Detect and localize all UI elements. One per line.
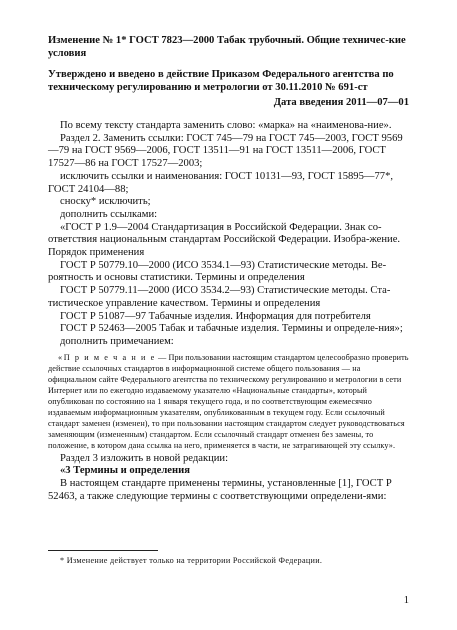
note-block: [48, 352, 409, 451]
paragraph-section2-references: Раздел 2. Заменить ссылки: ГОСТ 745—79 на ГОСТ 745—2003, ГОСТ 9569—79 на ГОСТ 9569—2006, ГОСТ 13511—91 на ГОСТ 13511—2006, ГОСТ 17527—86 на ГОСТ 17527—2003;: [48, 132, 403, 170]
effective-date: Дата введения 2011—07—01: [273, 97, 409, 108]
note-text: — При пользовании настоящим стандартом целесообразно проверить действие ссылочных стандартов в информационной системе общего пользования — на официальном сайте Федерального агентства по техническому регулированию и метрологии в сети Интернет или по ежегодно издаваемому указателю «Национальные стандарты», который опубликован по состоянию на 1 января текущего года, и по соответствующим ежемесячно издаваемым информационным указателям, опубликованным в текущем году. Если ссылочный стандарт заменен (изменен), то при пользовании настоящим стандартом следует руководствоваться заменяющим (измененным) стандартом. Если ссылочный стандарт отменен без замены, то положение, в котором дана ссылка на него, применяется в части, не затрагивающей эту ссылку».: [48, 352, 409, 450]
note-label: «П р и м е ч а н и е: [58, 352, 156, 362]
footnote-divider: [48, 550, 158, 551]
paragraph-replace-word: По всему тексту стандарта заменить слово: «марка» на «наименова-ние».: [60, 120, 392, 131]
approval-statement: Утверждено и введено в действие Приказом Федерального агентства по техническому регулированию и метрологии от 30.11.2010 № 691-ст: [48, 69, 394, 93]
paragraph-add-note: дополнить примечанием:: [60, 335, 174, 347]
page-number: 1: [403, 595, 409, 606]
footnote: * Изменение действует только на территории Российской Федерации.: [60, 556, 323, 565]
amendment-body: [48, 120, 409, 503]
paragraph-add-references: дополнить ссылками:: [60, 208, 158, 220]
section-heading-terms: «3 Термины и определения: [60, 465, 190, 477]
reference-gost-50779-10: ГОСТ Р 50779.10—2000 (ИСО 3534.1—93) Статистические методы. Ве-роятность и основы статистики. Термины и определения: [48, 259, 387, 284]
reference-gost-52463: ГОСТ Р 52463—2005 Табак и табачные изделия. Термины и определе-ния»;: [60, 323, 403, 335]
reference-gost-1-9: «ГОСТ Р 1.9—2004 Стандартизация в Российской Федерации. Знак со-ответствия национальным стандартам Российской Федерации. Изобра-жение. Порядок применения: [48, 221, 401, 259]
paragraph-terms-intro: В настоящем стандарте применены термины, установленные [1], ГОСТ Р 52463, а также следующие термины с соответствующими определени-ями:: [48, 478, 392, 502]
paragraph-exclude-footnote: сноску* исключить;: [60, 196, 151, 208]
paragraph-section3-new: Раздел 3 изложить в новой редакции:: [60, 452, 229, 464]
amendment-title: Изменение № 1* ГОСТ 7823—2000 Табак трубочный. Общие техничес-кие условия: [48, 35, 406, 59]
paragraph-exclude-references: исключить ссылки и наименования: ГОСТ 10131—93, ГОСТ 15895—77*, ГОСТ 24104—88;: [48, 170, 394, 195]
reference-gost-50779-11: ГОСТ Р 50779.11—2000 (ИСО 3534.2—93) Статистические методы. Ста-тистическое управление качеством. Термины и определения: [48, 285, 391, 309]
reference-gost-51087: ГОСТ Р 51087—97 Табачные изделия. Информация для потребителя: [60, 310, 371, 322]
